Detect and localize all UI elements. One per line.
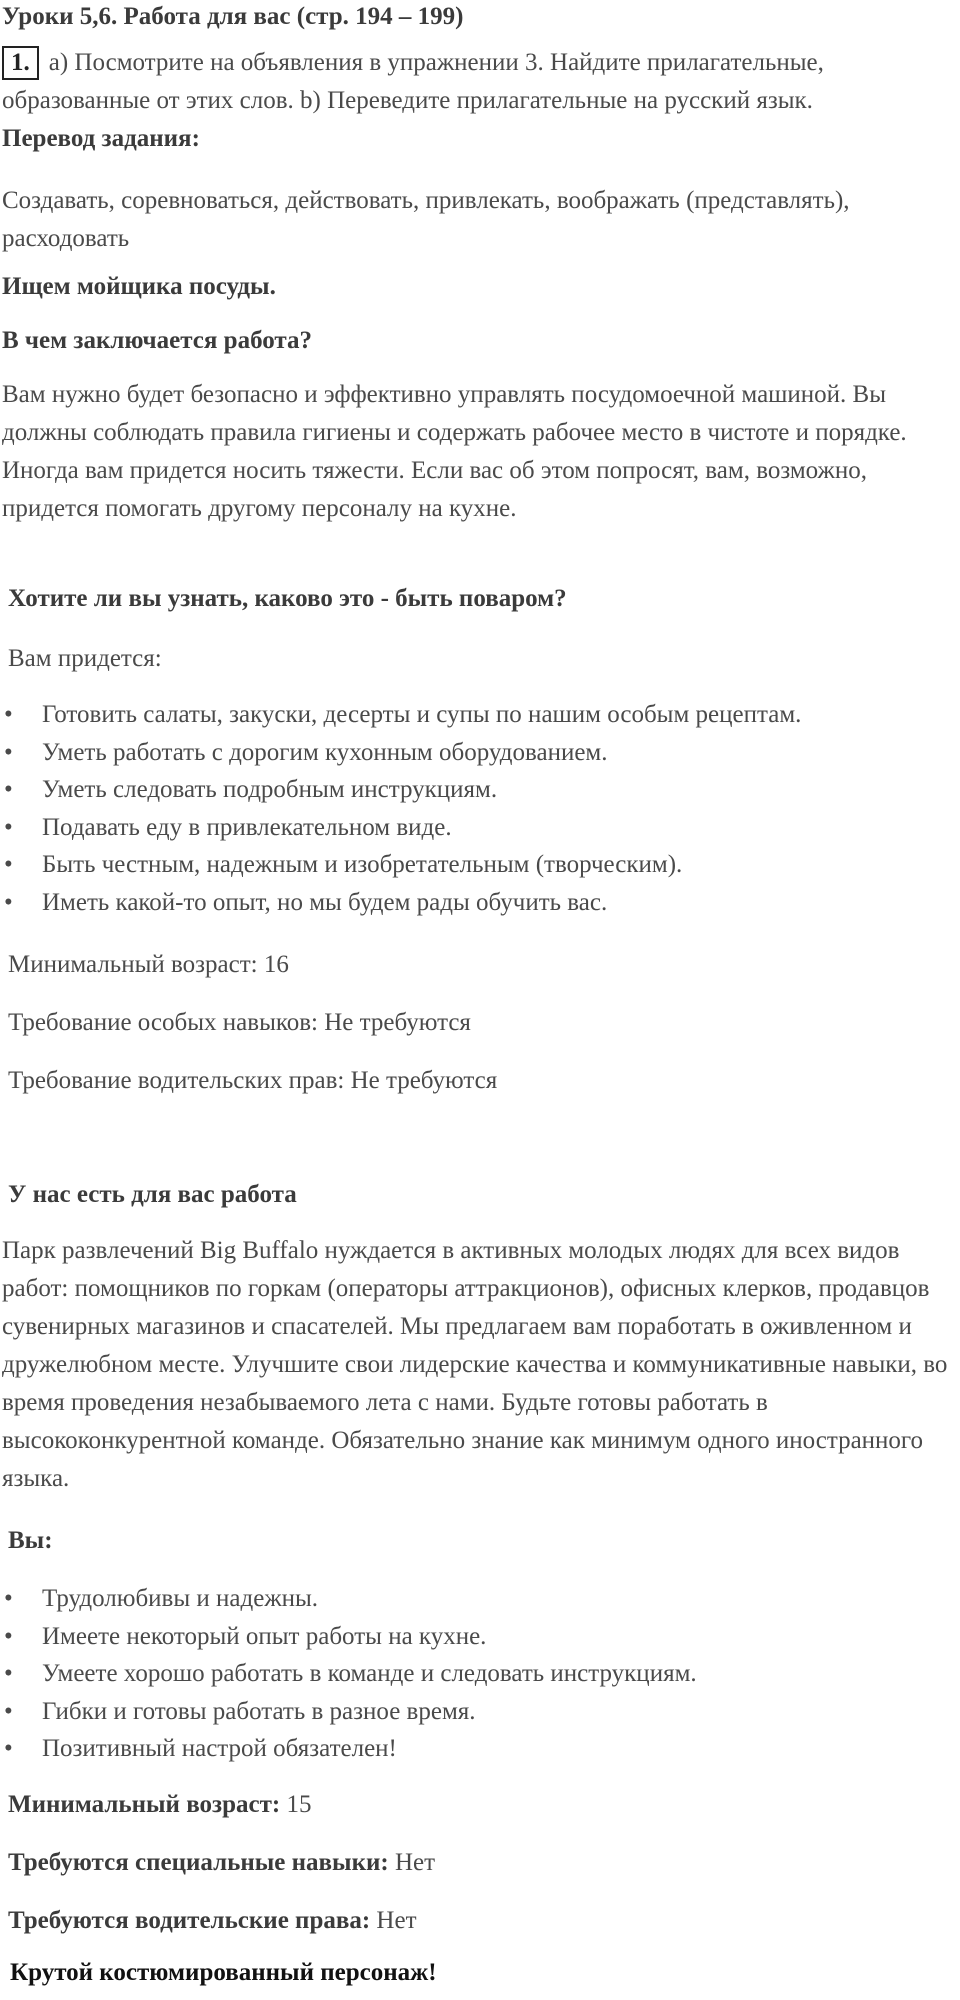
ad1-body: Вам нужно будет безопасно и эффективно управлять посудомоечной машиной. Вы должны соблюдать правила гигиены и содержать рабочее место в чистоте и порядке. Иногда вам придется носить тяжести. Если вас об этом попросят, вам, возможно, придется помогать другому персоналу на кухне. xyxy=(2,381,907,522)
list-item: • Уметь работать с дорогим кухонным оборудованием. xyxy=(0,734,950,772)
ad3-you-label: Вы: xyxy=(8,1527,53,1554)
ad3-skills-value: Нет xyxy=(388,1849,436,1876)
ad1-heading: Ищем мойщика посуды. xyxy=(2,273,276,300)
list-item: • Имеете некоторый опыт работы на кухне. xyxy=(0,1618,950,1656)
list-item: • Позитивный настрой обязателен! xyxy=(0,1730,950,1768)
ad3-min-age-value: 15 xyxy=(280,1791,312,1818)
list-item: • Умеете хорошо работать в команде и следовать инструкциям. xyxy=(0,1655,950,1693)
list-item: • Иметь какой-то опыт, но мы будем рады обучить вас. xyxy=(0,884,950,922)
ad3-heading: У нас есть для вас работа xyxy=(8,1181,297,1208)
ad4-heading: Крутой костюмированный персонаж! xyxy=(10,1959,437,1986)
translation-heading: Перевод задания: xyxy=(2,125,200,152)
ad3-body: Парк развлечений Big Buffalo нуждается в активных молодых людях для всех видов работ: помощников по горкам (операторы аттракционов), офисных клерков, продавцов сувенирных магазинов и спасателей. Мы предлагаем вам поработать в оживленном и дружелюбном месте. Улучшите свои лидерские качества и коммуникативные навыки, во время проведения незабываемого лета с нами. Будьте готовы работать в высококонкурентной команде. Обязательно знание как минимум одного иностранного языка. xyxy=(2,1237,948,1492)
ad1-question: В чем заключается работа? xyxy=(2,327,313,354)
page-title: Уроки 5,6. Работа для вас (стр. 194 – 199) xyxy=(2,3,464,30)
ad3-license xyxy=(8,1902,958,1940)
ad3-license-label: Требуются водительские права: xyxy=(8,1907,371,1934)
ad2-intro: Вам придется: xyxy=(8,645,162,672)
ad2-license: Требование водительских прав: Не требуются xyxy=(8,1067,498,1094)
ad3-min-age-label: Минимальный возраст: xyxy=(8,1791,281,1818)
task-number-badge: 1. xyxy=(2,46,39,80)
list-item: • Уметь следовать подробным инструкциям. xyxy=(0,771,950,809)
ad2-min-age: Минимальный возраст: 16 xyxy=(8,951,289,978)
ad2-duties-list xyxy=(0,696,950,921)
ad3-skills xyxy=(8,1844,958,1882)
list-item: • Подавать еду в привлекательном виде. xyxy=(0,809,950,847)
ad3-qualities-list xyxy=(0,1580,950,1768)
list-item: • Быть честным, надежным и изобретательным (творческим). xyxy=(0,846,950,884)
list-item: • Готовить салаты, закуски, десерты и супы по нашим особым рецептам. xyxy=(0,696,950,734)
translation-words: Создавать, соревноваться, действовать, привлекать, воображать (представлять), расходовать xyxy=(2,187,850,252)
task-text: a) Посмотрите на объявления в упражнении 3. Найдите прилагательные, образованные от этих слов. b) Переведите прилагательные на русский язык. xyxy=(2,49,824,114)
ad2-heading: Хотите ли вы узнать, каково это - быть поваром? xyxy=(8,585,567,612)
ad2-skills: Требование особых навыков: Не требуются xyxy=(8,1009,471,1036)
list-item: • Трудолюбивы и надежны. xyxy=(0,1580,950,1618)
ad3-min-age xyxy=(8,1786,958,1824)
ad3-license-value: Нет xyxy=(370,1907,417,1934)
task-1 xyxy=(2,44,952,120)
ad3-skills-label: Требуются специальные навыки: xyxy=(8,1849,389,1876)
list-item: • Гибки и готовы работать в разное время. xyxy=(0,1693,950,1731)
